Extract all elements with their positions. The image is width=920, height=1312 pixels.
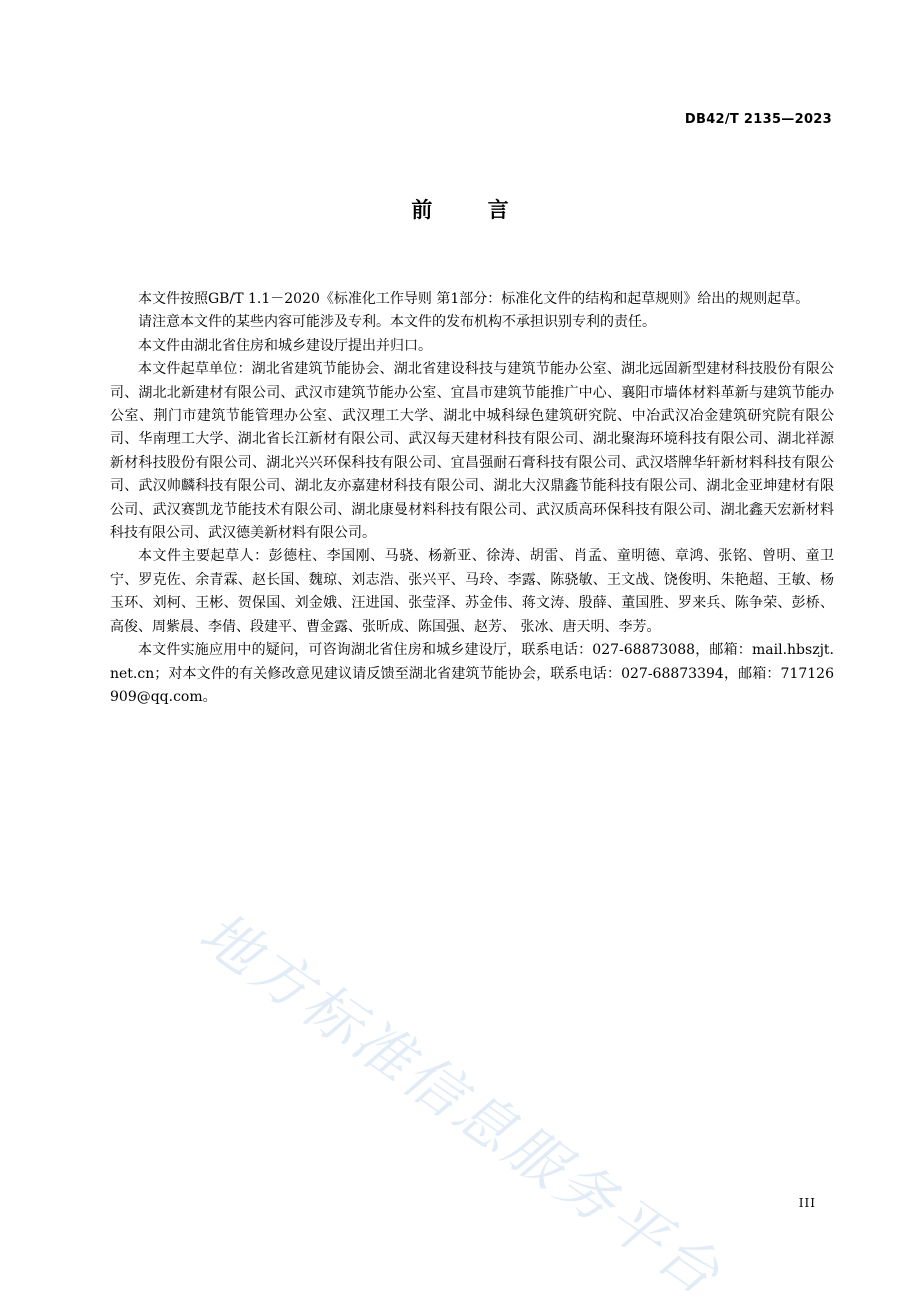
foreword-body: [110, 288, 834, 709]
paragraph-proposer: 本文件由湖北省住房和城乡建设厅提出并归口。: [138, 337, 432, 354]
paragraph-drafting-rules: 本文件按照GB/T 1.1－2020《标准化工作导则 第1部分：标准化文件的结构和起草规则》给出的规则起草。: [138, 291, 810, 307]
page-title: 前 言: [411, 198, 533, 222]
paragraph-patent-notice: 请注意本文件的某些内容可能涉及专利。本文件的发布机构不承担识别专利的责任。: [138, 314, 656, 331]
watermark: 地方标准信息服务平台: [187, 898, 735, 1310]
paragraph-drafters: 本文件主要起草人：彭德柱、李国刚、马骁、杨新亚、徐涛、胡雷、肖孟、童明德、章鸿、张铭、曾明、童卫宁、罗克佐、余青霖、赵长国、魏琼、刘志浩、张兴平、马玲、李露、陈骁敏、王文战、饶俊明、朱艳超、王敏、杨玉环、刘柯、王彬、贺保国、刘金娥、汪进国、张莹泽、苏金伟、蒋文涛、殷薛、董国胜、罗来兵、陈争荣、彭桥、高俊、周紫晨、李倩、段建平、曹金露、张昕成、陈国强、赵芳、 张冰、唐天明、李芳。: [110, 548, 834, 635]
page-number: III: [798, 1196, 816, 1210]
paragraph-contact: 本文件实施应用中的疑问，可咨询湖北省住房和城乡建设厅，联系电话：027-68873088，邮箱：mail.hbszjt.net.cn；对本文件的有关修改意见建议请反馈至湖北省建筑节能协会，联系电话：027-68873394，邮箱：717126909@qq.com。: [110, 642, 834, 705]
standard-code: DB42/T 2135—2023: [684, 112, 832, 127]
paragraph-drafting-units: 本文件起草单位：湖北省建筑节能协会、湖北省建设科技与建筑节能办公室、湖北远固新型建材科技股份有限公司、湖北北新建材有限公司、武汉市建筑节能办公室、宜昌市建筑节能推广中心、襄阳市墙体材料革新与建筑节能办公室、荆门市建筑节能管理办公室、武汉理工大学、湖北中城科绿色建筑研究院、中冶武汉冶金建筑研究院有限公司、华南理工大学、湖北省长江新材有限公司、武汉每天建材科技有限公司、湖北聚海环境科技有限公司、湖北祥源新材科技股份有限公司、湖北兴兴环保科技有限公司、宜昌强耐石膏科技有限公司、武汉塔牌华轩新材料科技有限公司、武汉帅麟科技有限公司、湖北友亦嘉建材科技有限公司、湖北大汉鼎鑫节能科技有限公司、湖北金亚坤建材有限公司、武汉赛凯龙节能技术有限公司、湖北康曼材料科技有限公司、武汉质高环保科技有限公司、湖北鑫天宏新材料科技有限公司、武汉德美新材料有限公司。: [110, 361, 834, 542]
